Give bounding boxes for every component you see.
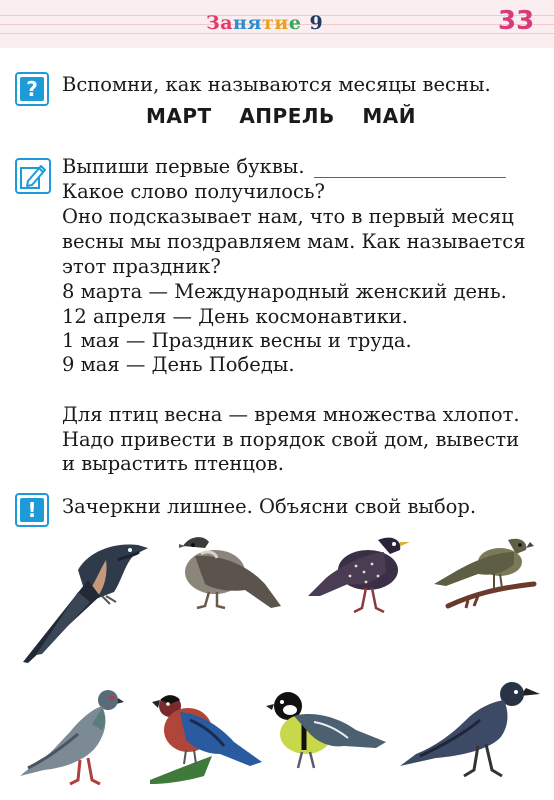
exclamation-icon <box>15 493 49 527</box>
holiday-line: 9 мая — День Победы. <box>62 353 295 376</box>
starling-illustration[interactable] <box>306 532 416 620</box>
bullfinch-illustration[interactable] <box>150 690 266 790</box>
warbler-illustration[interactable] <box>434 534 544 616</box>
answer-line[interactable] <box>314 177 506 178</box>
crow-illustration[interactable] <box>400 680 544 784</box>
paragraph-line: Надо привести в порядок свой дом, вывести <box>62 428 520 451</box>
swallow-illustration[interactable] <box>18 530 153 665</box>
holiday-line: 12 апреля — День космонавтики. <box>62 305 408 328</box>
holiday-line: 1 мая — Праздник весны и труда. <box>62 329 412 352</box>
months-list <box>146 104 416 128</box>
task2-line: весны мы поздравляем мам. Как называется <box>62 230 526 253</box>
lesson-title-part: ти <box>261 12 289 34</box>
question-glyph: ? <box>20 77 44 101</box>
lesson-title-part: За <box>206 12 234 34</box>
paragraph-line: Для птиц весна — время множества хлопот. <box>62 403 520 426</box>
task1-text: Вспомни, как называются месяцы весны. <box>62 73 491 96</box>
paragraph-line: и вырастить птенцов. <box>62 452 284 475</box>
pigeon-illustration[interactable] <box>18 684 130 790</box>
task2-line: этот праздник? <box>62 255 221 278</box>
task2-line: Выпиши первые буквы. <box>62 155 305 178</box>
question-icon <box>15 72 49 106</box>
month-march: МАРТ <box>146 104 212 128</box>
task2-line: Какое слово получилось? <box>62 180 325 203</box>
month-may: МАЙ <box>362 104 416 128</box>
holiday-line: 8 марта — Международный женский день. <box>62 280 507 303</box>
tit-illustration[interactable] <box>264 688 388 780</box>
exclamation-glyph: ! <box>20 498 44 522</box>
pencil-write-icon <box>15 158 51 194</box>
month-april: АПРЕЛЬ <box>239 104 335 128</box>
task2-line: Оно подсказывает нам, что в первый месяц <box>62 205 514 228</box>
lesson-title-part: ня <box>233 12 262 34</box>
lesson-title <box>206 12 323 34</box>
lesson-number: 9 <box>309 12 324 34</box>
task3-text: Зачеркни лишнее. Объясни свой выбор. <box>62 495 477 518</box>
lesson-title-part: е <box>288 12 302 34</box>
pencil-icon-graphic <box>19 162 47 190</box>
sparrow-illustration[interactable] <box>175 532 285 614</box>
page-number: 33 <box>498 6 535 36</box>
